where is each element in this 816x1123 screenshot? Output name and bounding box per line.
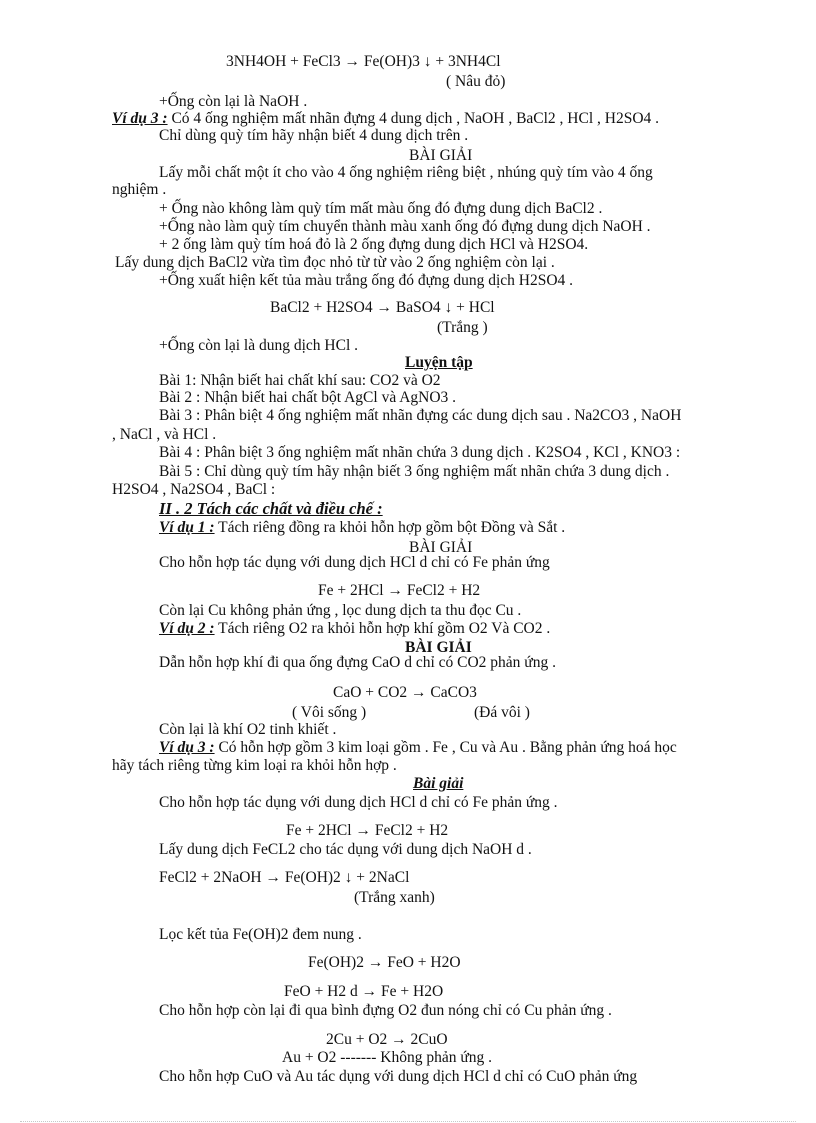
- solution-heading: BÀI GIẢI: [409, 147, 473, 164]
- text-line: hãy tách riêng từng kim loại ra khỏi hỗn hợp .: [112, 757, 397, 774]
- text-line: nghiệm .: [112, 181, 167, 198]
- example-2-line: [159, 620, 550, 637]
- exercise-3: Bài 3 : Phân biệt 4 ống nghiệm mất nhãn đựng các dung dịch sau . Na2CO3 , NaOH: [159, 407, 682, 424]
- text-line: +Ống nào làm quỳ tím chuyển thành màu xanh ống đó đựng dung dịch NaOH .: [159, 218, 651, 235]
- text-line: + Ống nào không làm quỳ tím mất màu ống đó đựng dung dịch BaCl2 .: [159, 200, 603, 217]
- solution-heading: Bài giải: [413, 775, 464, 792]
- text-line: Chỉ dùng quỳ tím hãy nhận biết 4 dung dịch trên .: [159, 127, 469, 144]
- text-line: +Ống còn lại là dung dịch HCl .: [159, 337, 359, 354]
- equation-1: 3NH4OH + FeCl3 → Fe(OH)3 ↓ + 3NH4Cl: [226, 53, 501, 70]
- equation-3: Fe + 2HCl → FeCl2 + H2: [318, 582, 481, 599]
- example-text: Tách riêng đồng ra khỏi hỗn hợp gồm bột Đồng và Sắt .: [214, 519, 566, 536]
- equation-10: Au + O2 ------- Không phản ứng .: [282, 1049, 492, 1066]
- equation-4-note-2: (Đá vôi ): [474, 704, 530, 721]
- example-3-line: [112, 110, 659, 127]
- equation-6: FeCl2 + 2NaOH → Fe(OH)2 ↓ + 2NaCl: [159, 869, 410, 886]
- text-line: Lấy mỗi chất một ít cho vào 4 ống nghiệm riêng biệt , nhúng quỳ tím vào 4 ống: [159, 164, 653, 181]
- text-line: Lọc kết tủa Fe(OH)2 đem nung .: [159, 926, 362, 943]
- equation-6-note: (Trắng xanh): [354, 889, 435, 906]
- text-line: Cho hỗn hợp tác dụng với dung dịch HCl d chỉ có Fe phản ứng .: [159, 794, 558, 811]
- text-line: Cho hỗn hợp còn lại đi qua bình đựng O2 đun nóng chỉ có Cu phản ứng .: [159, 1002, 612, 1019]
- text-line: Dẫn hỗn hợp khí đi qua ống đựng CaO d chỉ có CO2 phản ứng .: [159, 654, 556, 671]
- text-line: Lấy dung dịch BaCl2 vừa tìm đọc nhỏ từ từ vào 2 ống nghiệm còn lại .: [115, 254, 555, 271]
- text-line: + 2 ống làm quỳ tím hoá đỏ là 2 ống đựng dung dịch HCl và H2SO4.: [159, 236, 589, 253]
- example-3b-line: [159, 739, 677, 756]
- exercise-5-cont: H2SO4 , Na2SO4 , BaCl :: [112, 481, 276, 498]
- solution-heading: BÀI GIẢI: [405, 639, 472, 656]
- practice-title: Luyện tập: [405, 354, 473, 371]
- exercise-1: Bài 1: Nhận biết hai chất khí sau: CO2 và O2: [159, 372, 441, 389]
- example-label: Ví dụ 3 :: [159, 739, 215, 756]
- text-line: +Ống xuất hiện kết tủa màu trắng ống đó đựng dung dịch H2SO4 .: [159, 272, 574, 289]
- equation-2-note: (Trắng ): [437, 319, 488, 336]
- text-line: Còn lại Cu không phản ứng , lọc dung dịch ta thu đọc Cu .: [159, 602, 522, 619]
- equation-9: 2Cu + O2 → 2CuO: [326, 1031, 448, 1048]
- example-label: Ví dụ 2 :: [159, 620, 215, 637]
- equation-2: BaCl2 + H2SO4 → BaSO4 ↓ + HCl: [270, 299, 495, 316]
- example-label: Ví dụ 1 :: [159, 519, 215, 536]
- text-line: Cho hỗn hợp CuO và Au tác dụng với dung dịch HCl d chỉ có CuO phản ứng: [159, 1068, 638, 1085]
- example-text: Có 4 ống nghiệm mất nhãn đựng 4 dung dịch , NaOH , BaCl2 , HCl , H2SO4 .: [167, 110, 660, 127]
- example-1-line: [159, 519, 565, 536]
- section-heading: II . 2 Tách các chất và điều chế :: [159, 499, 383, 518]
- solution-heading: BÀI GIẢI: [409, 539, 473, 556]
- equation-7: Fe(OH)2 → FeO + H2O: [308, 954, 461, 971]
- equation-8: FeO + H2 d → Fe + H2O: [284, 983, 444, 1000]
- exercise-4: Bài 4 : Phân biệt 3 ống nghiệm mất nhãn chứa 3 dung dịch . K2SO4 , KCl , KNO3 :: [159, 444, 681, 461]
- equation-4: CaO + CO2 → CaCO3: [333, 684, 477, 701]
- example-text: Có hỗn hợp gồm 3 kim loại gồm . Fe , Cu và Au . Bằng phản ứng hoá học: [214, 739, 677, 756]
- example-text: Tách riêng O2 ra khỏi hỗn hợp khí gồm O2 Và CO2 .: [214, 620, 551, 637]
- text-line: Còn lại là khí O2 tinh khiết .: [159, 721, 337, 738]
- equation-4-note-1: ( Vôi sống ): [292, 704, 367, 721]
- text-line: +Ống còn lại là NaOH .: [159, 93, 308, 110]
- text-line: Cho hỗn hợp tác dụng với dung dịch HCl d chỉ có Fe phản ứng: [159, 554, 550, 571]
- equation-1-note: ( Nâu đỏ): [446, 73, 506, 90]
- example-label: Ví dụ 3 :: [112, 110, 168, 127]
- exercise-3-cont: , NaCl , và HCl .: [112, 426, 217, 443]
- page-bottom-divider: [20, 1121, 796, 1122]
- equation-5: Fe + 2HCl → FeCl2 + H2: [286, 822, 449, 839]
- exercise-5: Bài 5 : Chỉ dùng quỳ tím hãy nhận biết 3 ống nghiệm mất nhãn chứa 3 dung dịch .: [159, 463, 670, 480]
- exercise-2: Bài 2 : Nhận biết hai chất bột AgCl và AgNO3 .: [159, 389, 457, 406]
- text-line: Lấy dung dịch FeCL2 cho tác dụng với dung dịch NaOH d .: [159, 841, 532, 858]
